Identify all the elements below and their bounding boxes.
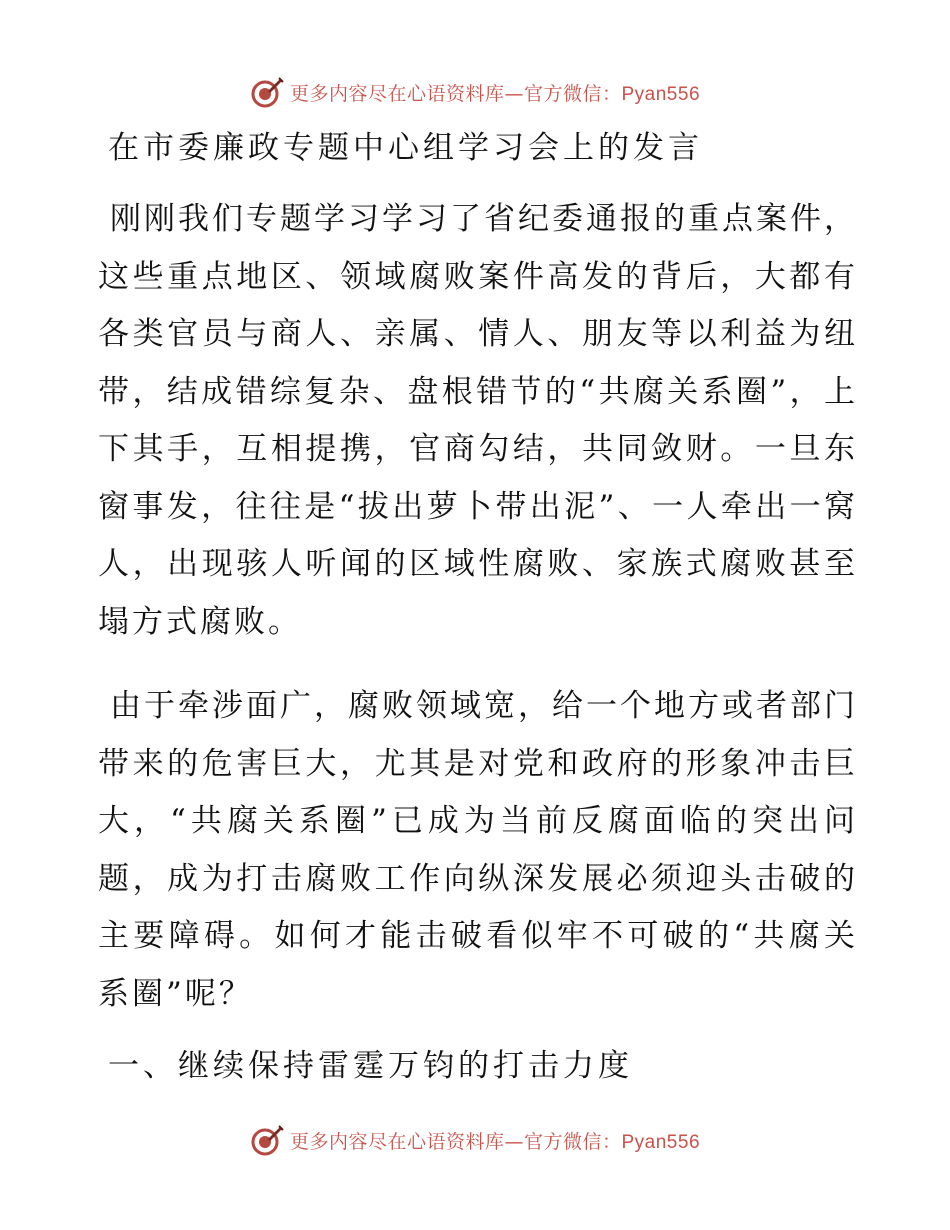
watermark-wechat-id: Pyan556 <box>621 1131 701 1153</box>
watermark-wechat-id: Pyan556 <box>621 83 701 105</box>
watermark-text <box>290 79 700 106</box>
header-watermark <box>0 72 950 112</box>
paragraph-2: 由于牵涉面广，腐败领域宽，给一个地方或者部门带来的危害巨大，尤其是对党和政府的形象冲击巨大，“共腐关系圈”已成为当前反腐面临的突出问题，成为打击腐败工作向纵深发展必须迎头击破的主要障碍。如何才能击破看似牢不可破的“共腐关系圈”呢？ <box>98 688 858 1012</box>
section-heading: 一、继续保持雷霆万钧的打击力度 <box>108 1048 633 1084</box>
watermark-wechat-label: 官方微信： <box>523 1130 622 1153</box>
pen-logo-icon <box>250 75 284 109</box>
document-title: 在市委廉政专题中心组学习会上的发言 <box>108 130 703 166</box>
footer-watermark <box>0 1120 950 1160</box>
watermark-wechat-label: 官方微信： <box>523 82 622 105</box>
watermark-main-text: 更多内容尽在心语资料库 <box>289 82 505 105</box>
watermark-text <box>290 1127 700 1154</box>
pen-logo-icon <box>250 1123 284 1157</box>
watermark-separator: — <box>504 82 524 105</box>
watermark-main-text: 更多内容尽在心语资料库 <box>289 1130 505 1153</box>
paragraph-1: 刚刚我们专题学习学习了省纪委通报的重点案件，这些重点地区、领域腐败案件高发的背后，大都有各类官员与商人、亲属、情人、朋友等以利益为纽带，结成错综复杂、盘根错节的“共腐关系圈”，上下其手，互相提携，官商勾结，共同敛财。一旦东窗事发，往往是“拔出萝卜带出泥”、一人牵出一窝人，出现骇人听闻的区域性腐败、家族式腐败甚至塌方式腐败。 <box>98 201 858 640</box>
watermark-separator: — <box>504 1130 524 1153</box>
